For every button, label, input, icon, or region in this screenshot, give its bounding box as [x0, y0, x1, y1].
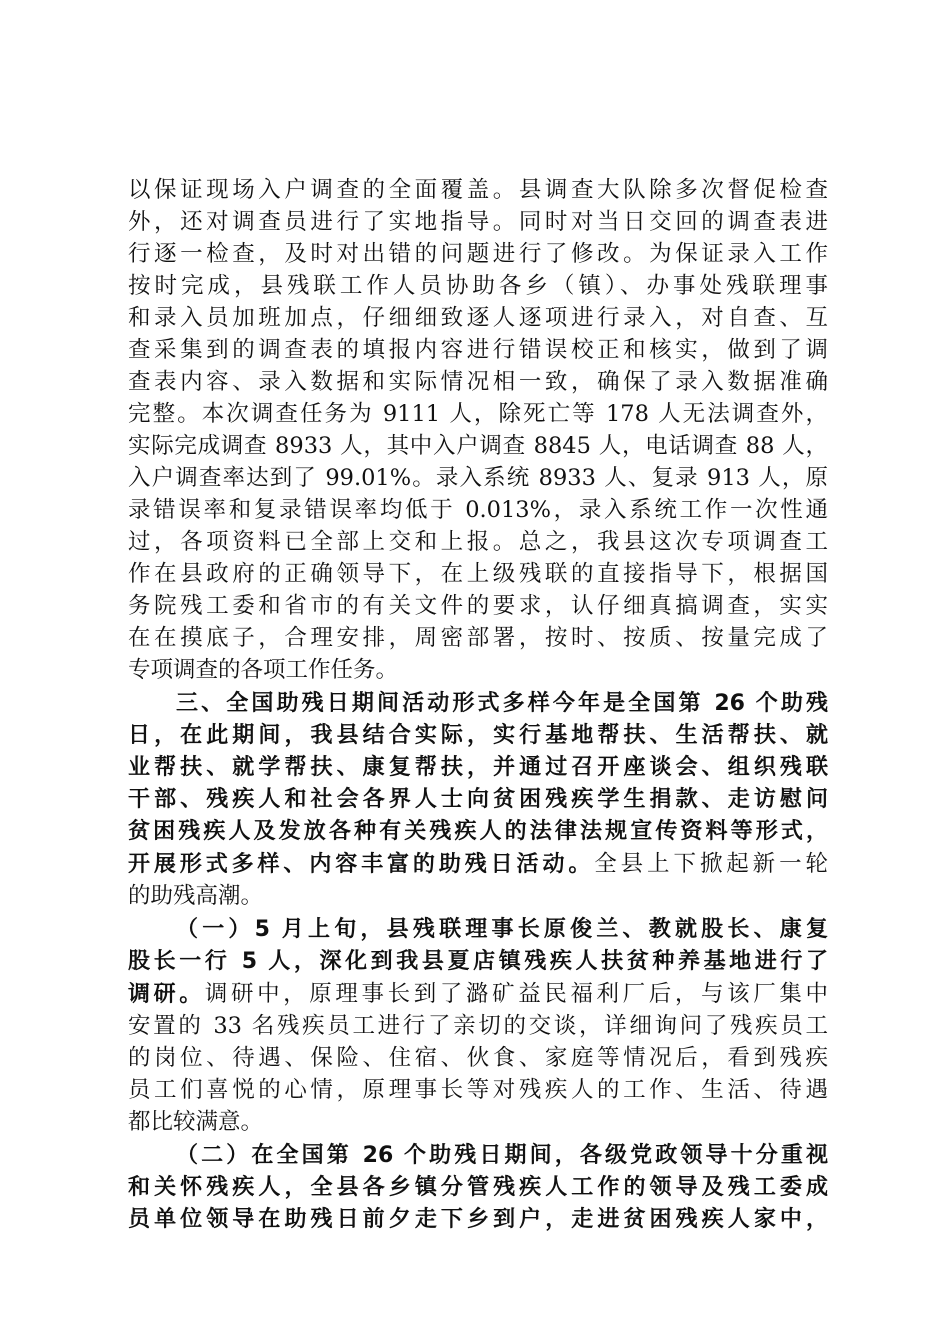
subsection-line: （二）在全国第 26 个助残日期间，各级党政领导十分重视	[176, 1143, 828, 1168]
bold-span: 开展形式多样、内容丰富的助残日活动。	[128, 852, 595, 877]
paragraph-line: 作在县政府的正确领导下，在上级残联的直接指导下，根据国	[128, 561, 828, 587]
paragraph-line: 股长一行 5 人，深化到我县夏店镇残疾人扶贫种养基地进行了	[128, 949, 828, 974]
paragraph-line: 以保证现场入户调查的全面覆盖。县调查大队除多次督促检查	[128, 177, 828, 203]
paragraph-line: 干部、残疾人和社会各界人士向贫困残疾学生捐款、走访慰问	[128, 787, 828, 812]
paragraph-line: 录错误率和复录错误率均低于 0.013%，录入系统工作一次性通	[128, 497, 828, 523]
paragraph-line: 的助残高潮。	[128, 883, 264, 909]
paragraph-line: 和录入员加班加点，仔细细致逐人逐项进行录入，对自查、互	[128, 305, 828, 331]
paragraph-line: 外，还对调查员进行了实地指导。同时对当日交回的调查表进	[128, 209, 828, 235]
bold-span: 调研。	[128, 982, 205, 1007]
paragraph-line: 日，在此期间，我县结合实际，实行基地帮扶、生活帮扶、就	[128, 723, 828, 748]
paragraph-line: 安置的 33 名残疾员工进行了亲切的交谈，详细询问了残疾员工	[128, 1013, 828, 1039]
paragraph-line: 专项调查的各项工作任务。	[128, 657, 399, 683]
paragraph-line: 查表内容、录入数据和实际情况相一致，确保了录入数据准确	[128, 369, 828, 395]
paragraph-line: 员工们喜悦的心情，原理事长等对残疾人的工作、生活、待遇	[128, 1077, 828, 1103]
paragraph-line-mixed	[128, 848, 828, 880]
paragraph-line: 过，各项资料已全部上交和上报。总之，我县这次专项调查工	[128, 529, 828, 555]
paragraph-line: 查采集到的调查表的填报内容进行错误校正和核实，做到了调	[128, 337, 828, 363]
normal-span: 全县上下掀起新一轮	[594, 851, 828, 877]
paragraph-line: 完整。本次调查任务为 9111 人，除死亡等 178 人无法调查外，	[128, 401, 828, 427]
paragraph-line: 的岗位、待遇、保险、住宿、伙食、家庭等情况后，看到残疾	[128, 1045, 828, 1071]
section-heading-line: 三、全国助残日期间活动形式多样今年是全国第 26 个助残	[176, 691, 828, 716]
paragraph-line: 员单位领导在助残日前夕走下乡到户，走进贫困残疾人家中，	[128, 1207, 828, 1232]
paragraph-line: 行逐一检查，及时对出错的问题进行了修改。为保证录入工作	[128, 241, 828, 267]
paragraph-line: 贫困残疾人及发放各种有关残疾人的法律法规宣传资料等形式，	[128, 819, 828, 844]
paragraph-line-mixed	[128, 978, 828, 1010]
paragraph-line: 在在摸底子，合理安排，周密部署，按时、按质、按量完成了	[128, 625, 828, 651]
normal-span: 调研中，原理事长到了潞矿益民福利厂后，与该厂集中	[204, 981, 828, 1007]
paragraph-line: 业帮扶、就学帮扶、康复帮扶，并通过召开座谈会、组织残联	[128, 755, 828, 780]
paragraph-line: 按时完成，县残联工作人员协助各乡（镇）、办事处残联理事	[128, 273, 828, 299]
paragraph-line: 实际完成调查 8933 人，其中入户调查 8845 人，电话调查 88 人，	[128, 433, 828, 459]
subsection-line: （一）5 月上旬，县残联理事长原俊兰、教就股长、康复	[176, 917, 828, 942]
paragraph-line: 入户调查率达到了 99.01%。录入系统 8933 人、复录 913 人，原	[128, 465, 828, 491]
paragraph-line: 务院残工委和省市的有关文件的要求，认仔细真搞调查，实实	[128, 593, 828, 619]
paragraph-line: 都比较满意。	[128, 1109, 264, 1135]
paragraph-line: 和关怀残疾人，全县各乡镇分管残疾人工作的领导及残工委成	[128, 1175, 828, 1200]
